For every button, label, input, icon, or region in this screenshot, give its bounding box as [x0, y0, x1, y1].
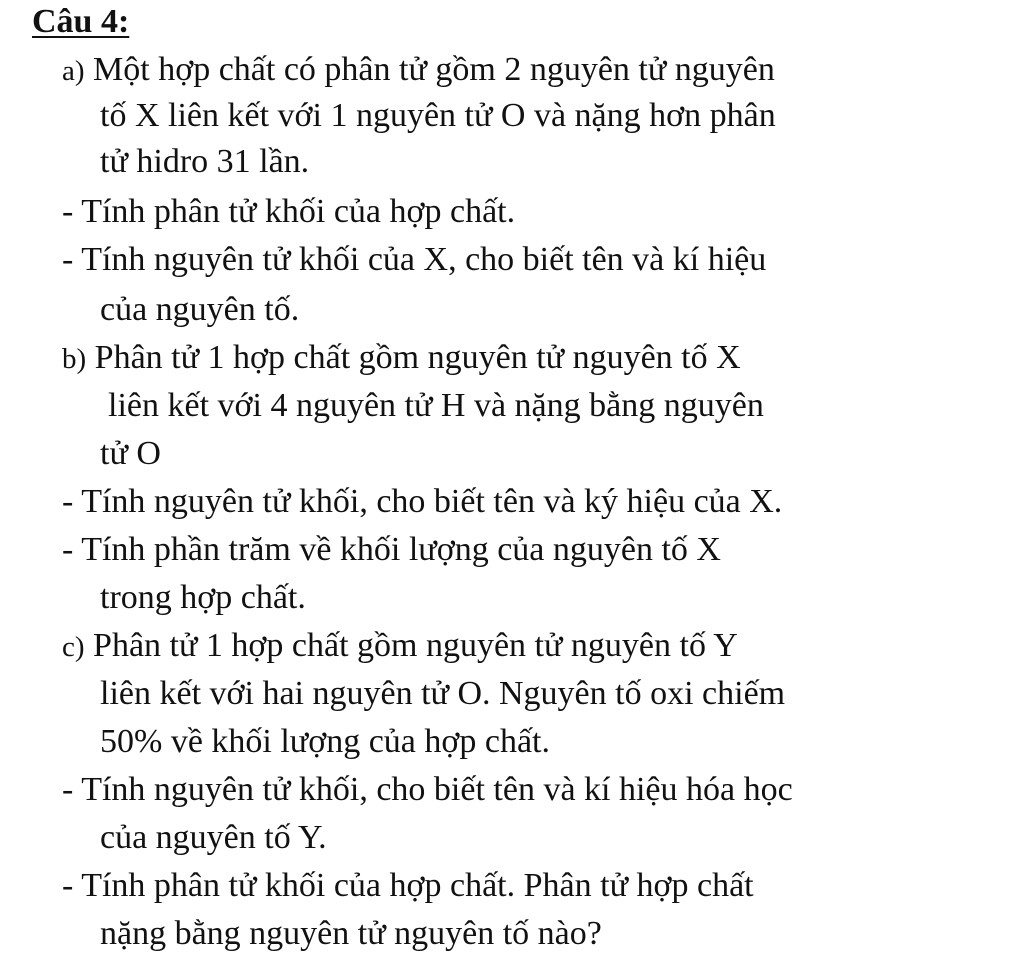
part-b-task-2-cont: trong hợp chất.	[100, 579, 306, 616]
part-b-line-3: tử O	[100, 435, 161, 472]
part-b-line-1: b) Phân tử 1 hợp chất gồm nguyên tử nguyên tố X	[62, 339, 741, 376]
part-b-task-2: - Tính phần trăm về khối lượng của nguyên tố X	[62, 531, 721, 568]
part-b-marker: b)	[62, 343, 87, 375]
part-c-task-2: - Tính phân tử khối của hợp chất. Phân tử hợp chất	[62, 867, 754, 904]
part-b-line-2: liên kết với 4 nguyên tử H và nặng bằng nguyên	[108, 387, 764, 424]
part-a-task-2: - Tính nguyên tử khối của X, cho biết tên và kí hiệu	[62, 241, 767, 278]
part-c-line-1: c) Phân tử 1 hợp chất gồm nguyên tử nguyên tố Y	[62, 627, 738, 664]
part-a-line-3: tử hidro 31 lần.	[100, 143, 310, 180]
part-a-line-2: tố X liên kết với 1 nguyên tử O và nặng hơn phân	[100, 97, 776, 134]
part-b-task-1: - Tính nguyên tử khối, cho biết tên và ký hiệu của X.	[62, 483, 783, 520]
part-a-task-1: - Tính phân tử khối của hợp chất.	[62, 193, 516, 230]
part-c-marker: c)	[62, 631, 85, 663]
part-c-line-3: 50% về khối lượng của hợp chất.	[100, 723, 551, 760]
part-c-task-1: - Tính nguyên tử khối, cho biết tên và kí hiệu hóa học	[62, 771, 793, 808]
part-a-line-1: a) Một hợp chất có phân tử gồm 2 nguyên tử nguyên	[62, 51, 775, 88]
part-c-line-2: liên kết với hai nguyên tử O. Nguyên tố oxi chiếm	[100, 675, 786, 712]
part-a-task-2-cont: của nguyên tố.	[100, 291, 300, 328]
question-title: Câu 4:	[32, 3, 130, 40]
part-c-task-2-cont: nặng bằng nguyên tử nguyên tố nào?	[100, 915, 602, 952]
part-a-marker: a)	[62, 55, 85, 87]
part-c-task-1-cont: của nguyên tố Y.	[100, 819, 327, 856]
